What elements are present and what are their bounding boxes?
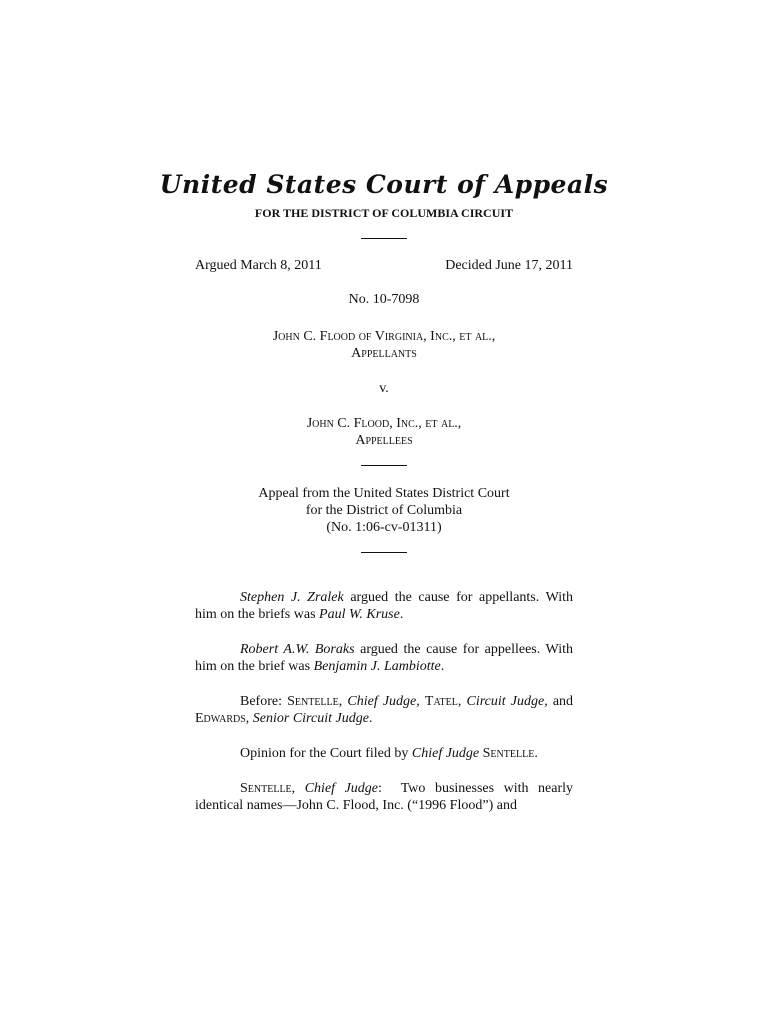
judge-name: Tatel xyxy=(424,694,458,709)
decided-date: Decided June 17, 2011 xyxy=(445,258,573,273)
appeal-line-3: (No. 1:06-cv-01311) xyxy=(326,520,442,535)
appellees-role: Appellees xyxy=(355,433,413,448)
opinion-author-line: Opinion for the Court filed by Chief Judge Sentelle. xyxy=(240,746,538,761)
judge-title: Chief Judge xyxy=(304,781,379,796)
judge-title: Chief Judge xyxy=(411,746,480,761)
counsel-text: argued the cause for appellants. With him on the briefs was xyxy=(195,590,573,622)
attorney-name: Paul W. Kruse xyxy=(319,607,400,622)
divider-rule xyxy=(361,465,407,466)
versus: v. xyxy=(379,381,389,396)
attorney-name: Robert A.W. Boraks xyxy=(240,642,355,657)
counsel-appellees: Robert A.W. Boraks argued the cause for appellees. With him on the brief was Benjamin J. Lambiotte. xyxy=(195,642,573,674)
judge-title: Senior Circuit Judge xyxy=(252,711,369,726)
judge-name: Edwards xyxy=(195,711,246,726)
judge-name: Sentelle xyxy=(240,781,292,796)
appellants-name: John C. Flood of Virginia, Inc., et al., xyxy=(272,329,496,344)
counsel-text: argued the cause for appellees. With him on the brief was xyxy=(195,642,573,674)
judge-name: Sentelle xyxy=(482,746,535,761)
case-number: No. 10-7098 xyxy=(348,292,420,307)
appellants-role: Appellants xyxy=(351,346,417,361)
judge-name: Sentelle xyxy=(287,694,339,709)
court-name: United States Court of Appeals xyxy=(159,170,609,199)
counsel-appellants: Stephen J. Zralek argued the cause for appellants. With him on the briefs was Paul W. Kruse. xyxy=(195,590,573,622)
attorney-name: Stephen J. Zralek xyxy=(240,590,344,605)
circuit-name: FOR THE DISTRICT OF COLUMBIA CIRCUIT xyxy=(254,206,514,220)
panel-judges: Before: Sentelle, Chief Judge, Tatel, Circuit Judge, and Edwards, Senior Circuit Judge. xyxy=(195,694,574,726)
opinion-text: Two businesses with nearly identical names—John C. Flood, Inc. (“1996 Flood”) and xyxy=(195,781,574,813)
argued-date: Argued March 8, 2011 xyxy=(195,258,322,273)
divider-rule xyxy=(361,238,407,239)
appellees-name: John C. Flood, Inc., et al., xyxy=(306,416,462,431)
opinion-body: Sentelle, Chief Judge: Two businesses with nearly identical names—John C. Flood, Inc. (“1996 Flood”) and xyxy=(195,781,574,813)
judge-title: Circuit Judge xyxy=(466,694,545,709)
judge-title: Chief Judge xyxy=(347,694,417,709)
divider-rule xyxy=(361,552,407,553)
appeal-line-2: for the District of Columbia xyxy=(305,503,463,518)
attorney-name: Benjamin J. Lambiotte xyxy=(313,659,441,674)
appeal-line-1: Appeal from the United States District Court xyxy=(258,486,510,501)
